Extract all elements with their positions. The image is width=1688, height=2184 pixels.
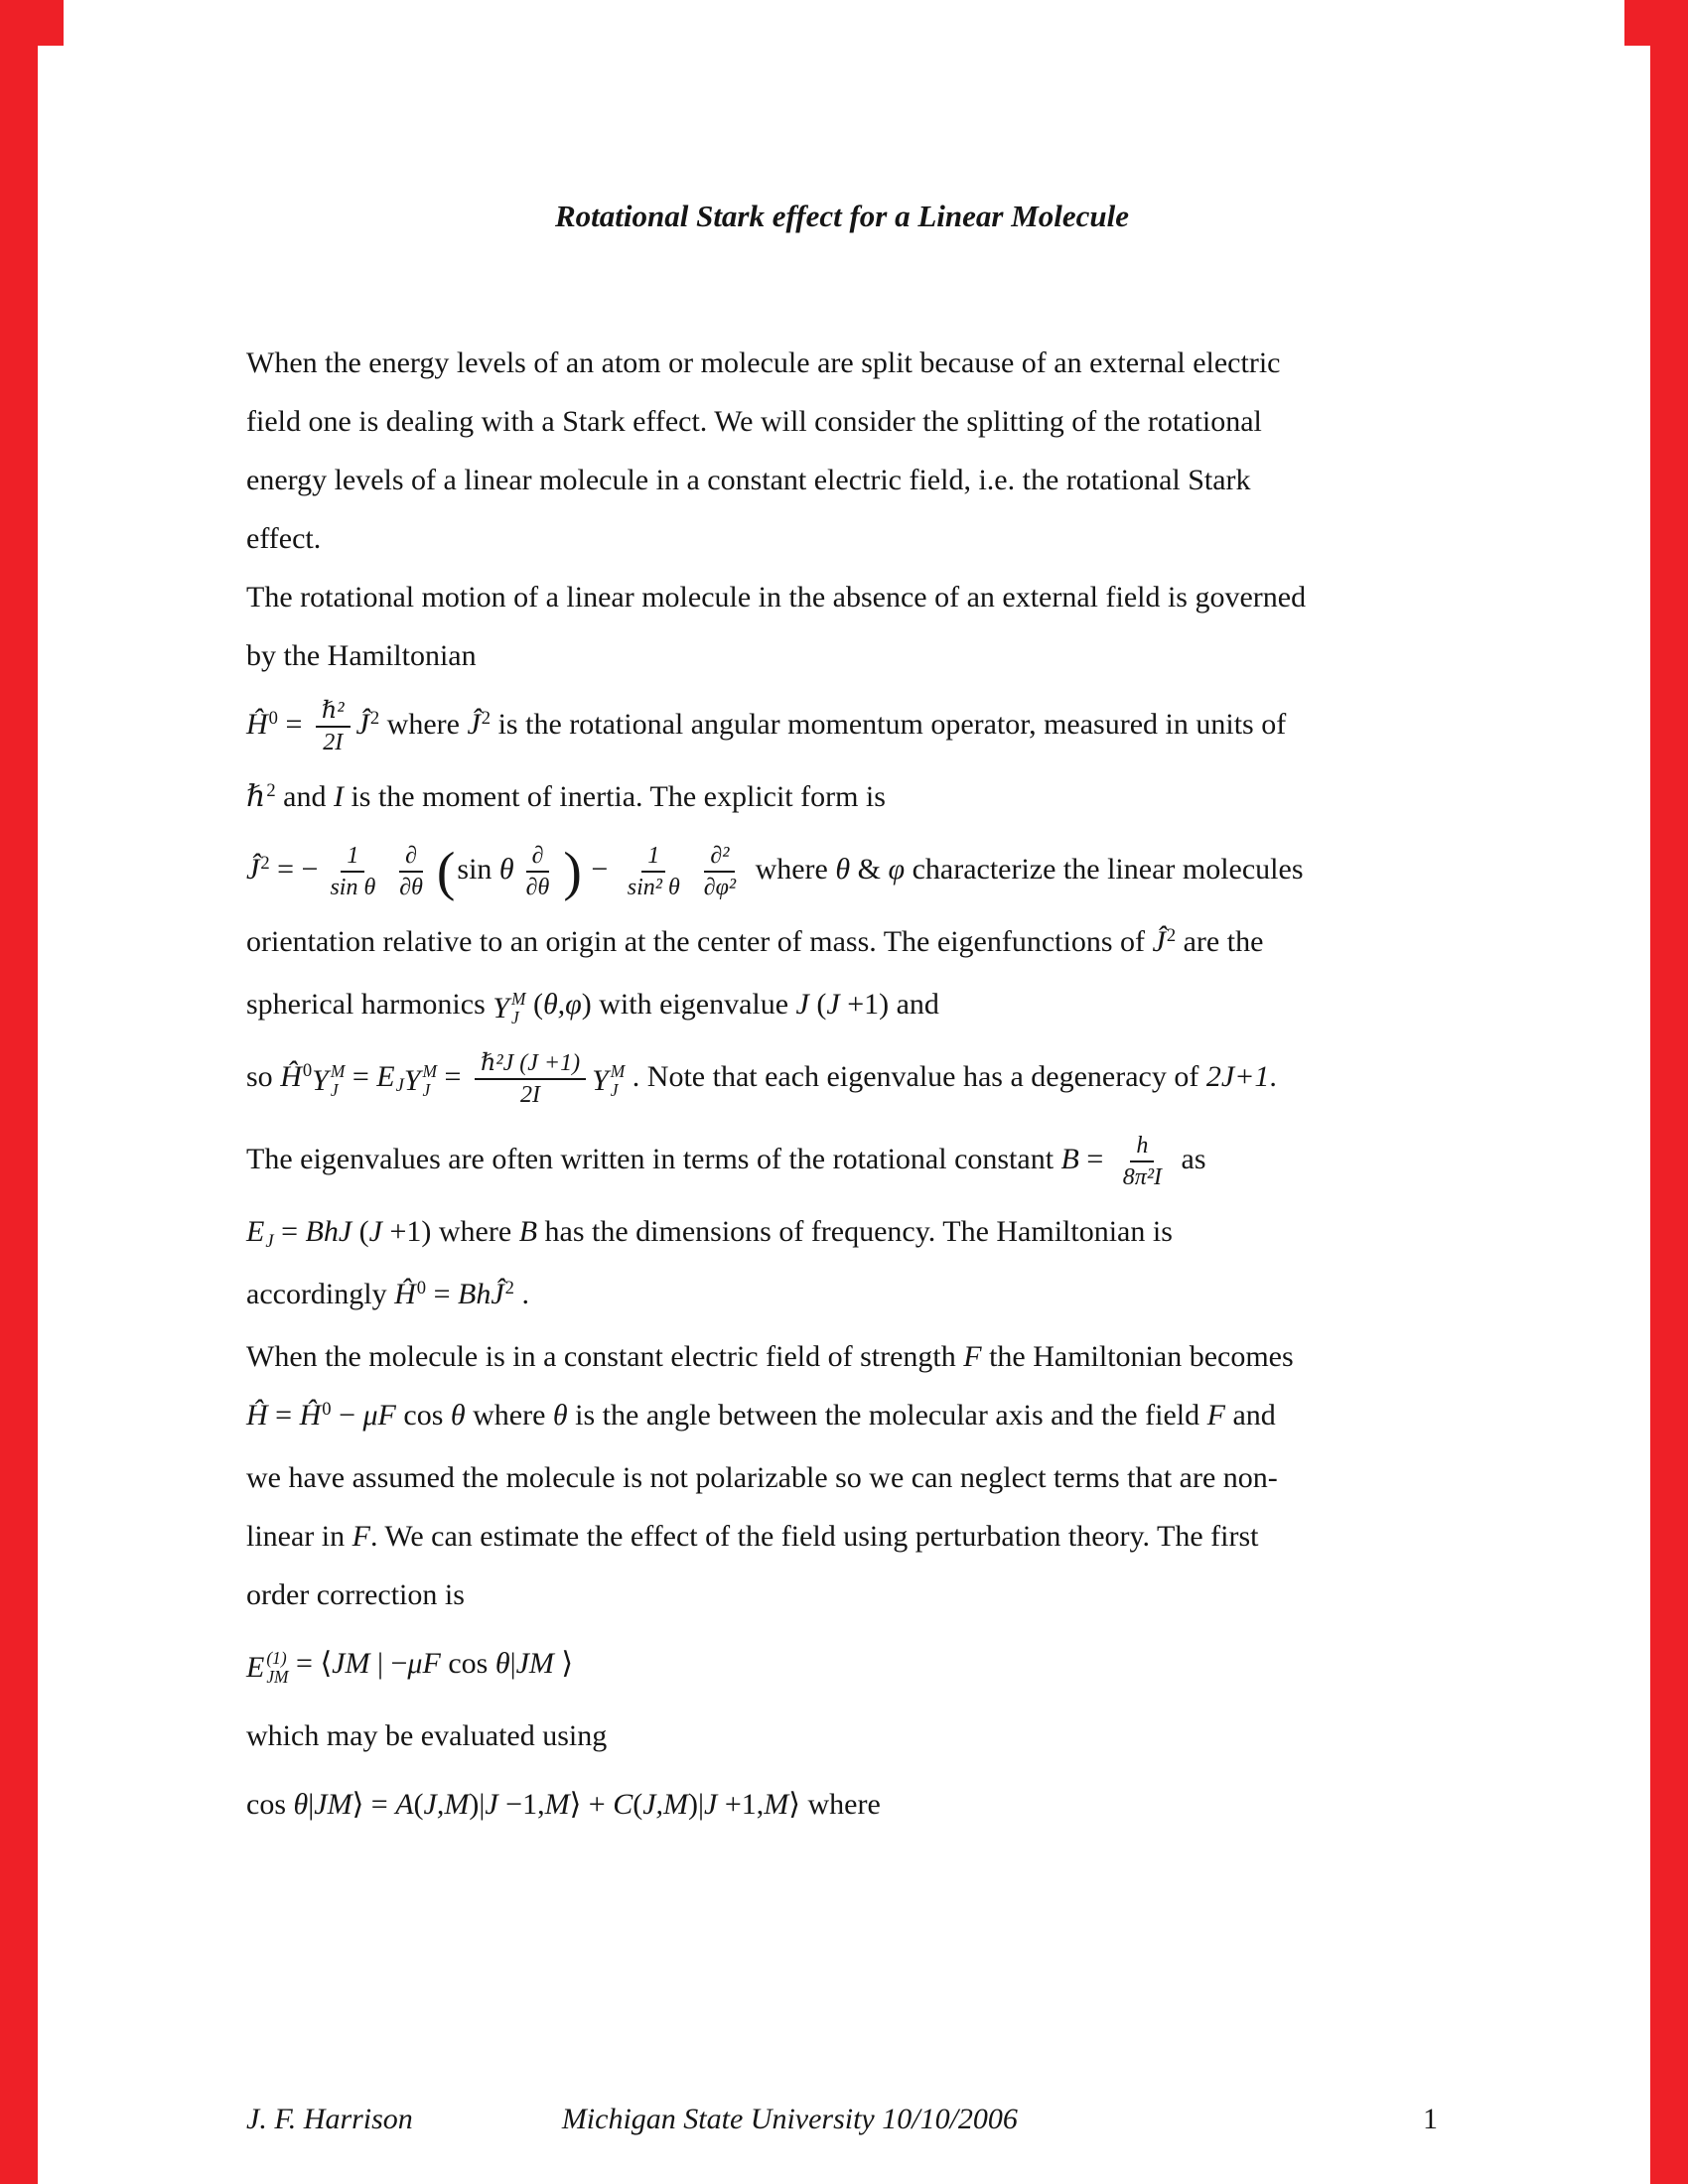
- fraction: $\frac{1}{\text{sin θ}}$: [330, 843, 376, 901]
- footer-page-number: 1: [1423, 2103, 1438, 2135]
- equation-line: so $Ĥ^0$ Y M J = EJ Y M J = $\frac{\text{ℏ²J (J +1)}}{2I}$ Y M J . Note that each eigenvalue has a degeneracy of 2J+1.: [246, 1050, 1277, 1109]
- text-line: energy levels of a linear molecule in a constant electric field, i.e. the rotational Stark: [246, 464, 1251, 496]
- text-line: by the Hamiltonian: [246, 639, 477, 672]
- text-line: which may be evaluated using: [246, 1719, 608, 1753]
- page-edge-right: [1650, 0, 1688, 2184]
- text-line: linear in F. We can estimate the effect of the field using perturbation theory. The first: [246, 1520, 1259, 1554]
- text-line: effect.: [246, 522, 322, 555]
- text-line: The rotational motion of a linear molecule in the absence of an external field is governed: [246, 581, 1307, 614]
- text-line: order correction is: [246, 1578, 465, 1612]
- footer-author: J. F. Harrison: [246, 2103, 413, 2135]
- equation-line: E (1) JM = ⟨JM | −μF cos θ|JM ⟩: [246, 1647, 574, 1687]
- text-line: spherical harmonics Y M J (θ,φ) with eigenvalue J (J +1) and: [246, 988, 939, 1027]
- text-line: When the energy levels of an atom or molecule are split because of an external electric: [246, 346, 1281, 379]
- equation-line: cos θ|JM⟩ = A(J,M)|J −1,M⟩ + C(J,M)|J +1,M⟩ where: [246, 1788, 881, 1822]
- footer: [246, 2103, 1438, 2136]
- equation-line: The eigenvalues are often written in terms of the rotational constant B = $\frac{h}{\text{8π²I}}$ as: [246, 1133, 1206, 1191]
- page-edge-left: [0, 0, 38, 2184]
- fraction: $\frac{1}{\text{sin² θ}}$: [627, 843, 680, 901]
- fraction: $\frac{\partial}{\partial\theta}$: [399, 843, 423, 901]
- fraction: $\frac{\partial}{\partial\theta}$: [525, 843, 550, 901]
- text-line: accordingly $Ĥ^0$ = BhĴ$^2$ .: [246, 1278, 529, 1311]
- text-line: EJ = BhJ (J +1) where B has the dimensions of frequency. The Hamiltonian is: [246, 1215, 1173, 1252]
- fraction: $\frac{h}{\text{8π²I}}$: [1122, 1133, 1163, 1191]
- document-content: [246, 195, 1438, 1843]
- footer-institution: Michigan State University 10/10/2006: [561, 2103, 1018, 2135]
- document-body: [246, 334, 1438, 1843]
- document-title: Rotational Stark effect for a Linear Molecule: [554, 199, 1130, 233]
- text-line: ℏ$^2$ and I is the moment of inertia. The explicit form is: [246, 779, 886, 814]
- fraction: $\frac{\text{∂²}}{\text{∂φ²}}$: [703, 843, 737, 901]
- page-corner-right: [1624, 0, 1688, 46]
- text-line: we have assumed the molecule is not polarizable so we can neglect terms that are non-: [246, 1461, 1278, 1495]
- text-line: field one is dealing with a Stark effect. We will consider the splitting of the rotational: [246, 405, 1262, 438]
- fraction: $\frac{\text{ℏ²J (J +1)}}{2I}$: [475, 1048, 586, 1110]
- page-corner-left: [0, 0, 64, 46]
- equation-line: $Ĥ^0$ = $\frac{\text{ℏ²}}{2I}$ $Ĵ^2$ where $Ĵ^2$ is the rotational angular momentum operator, measured in units of: [246, 698, 1287, 756]
- equation-line: $Ĵ^2$ = − $\frac{1}{\text{sin θ}}$ $\frac{\partial}{\partial\theta}$ (sin θ $\frac{\partial}{\partial\theta}$ ) − $\frac{1}{\text{sin² θ}}$ $\frac{\text{∂²}}{\text{∂φ²}}$ where θ & φ characterize the linear molecules: [246, 841, 1304, 902]
- text-line: Ĥ = $Ĥ^0 - \mu F$ cos θ where θ is the angle between the molecular axis and the field F and: [246, 1399, 1276, 1433]
- text-line: orientation relative to an origin at the center of mass. The eigenfunctions of $Ĵ^2$ are the: [246, 925, 1264, 959]
- text-line: When the molecule is in a constant electric field of strength F the Hamiltonian becomes: [246, 1340, 1294, 1374]
- fraction: $\frac{\text{ℏ²}}{2I}$: [316, 696, 351, 757]
